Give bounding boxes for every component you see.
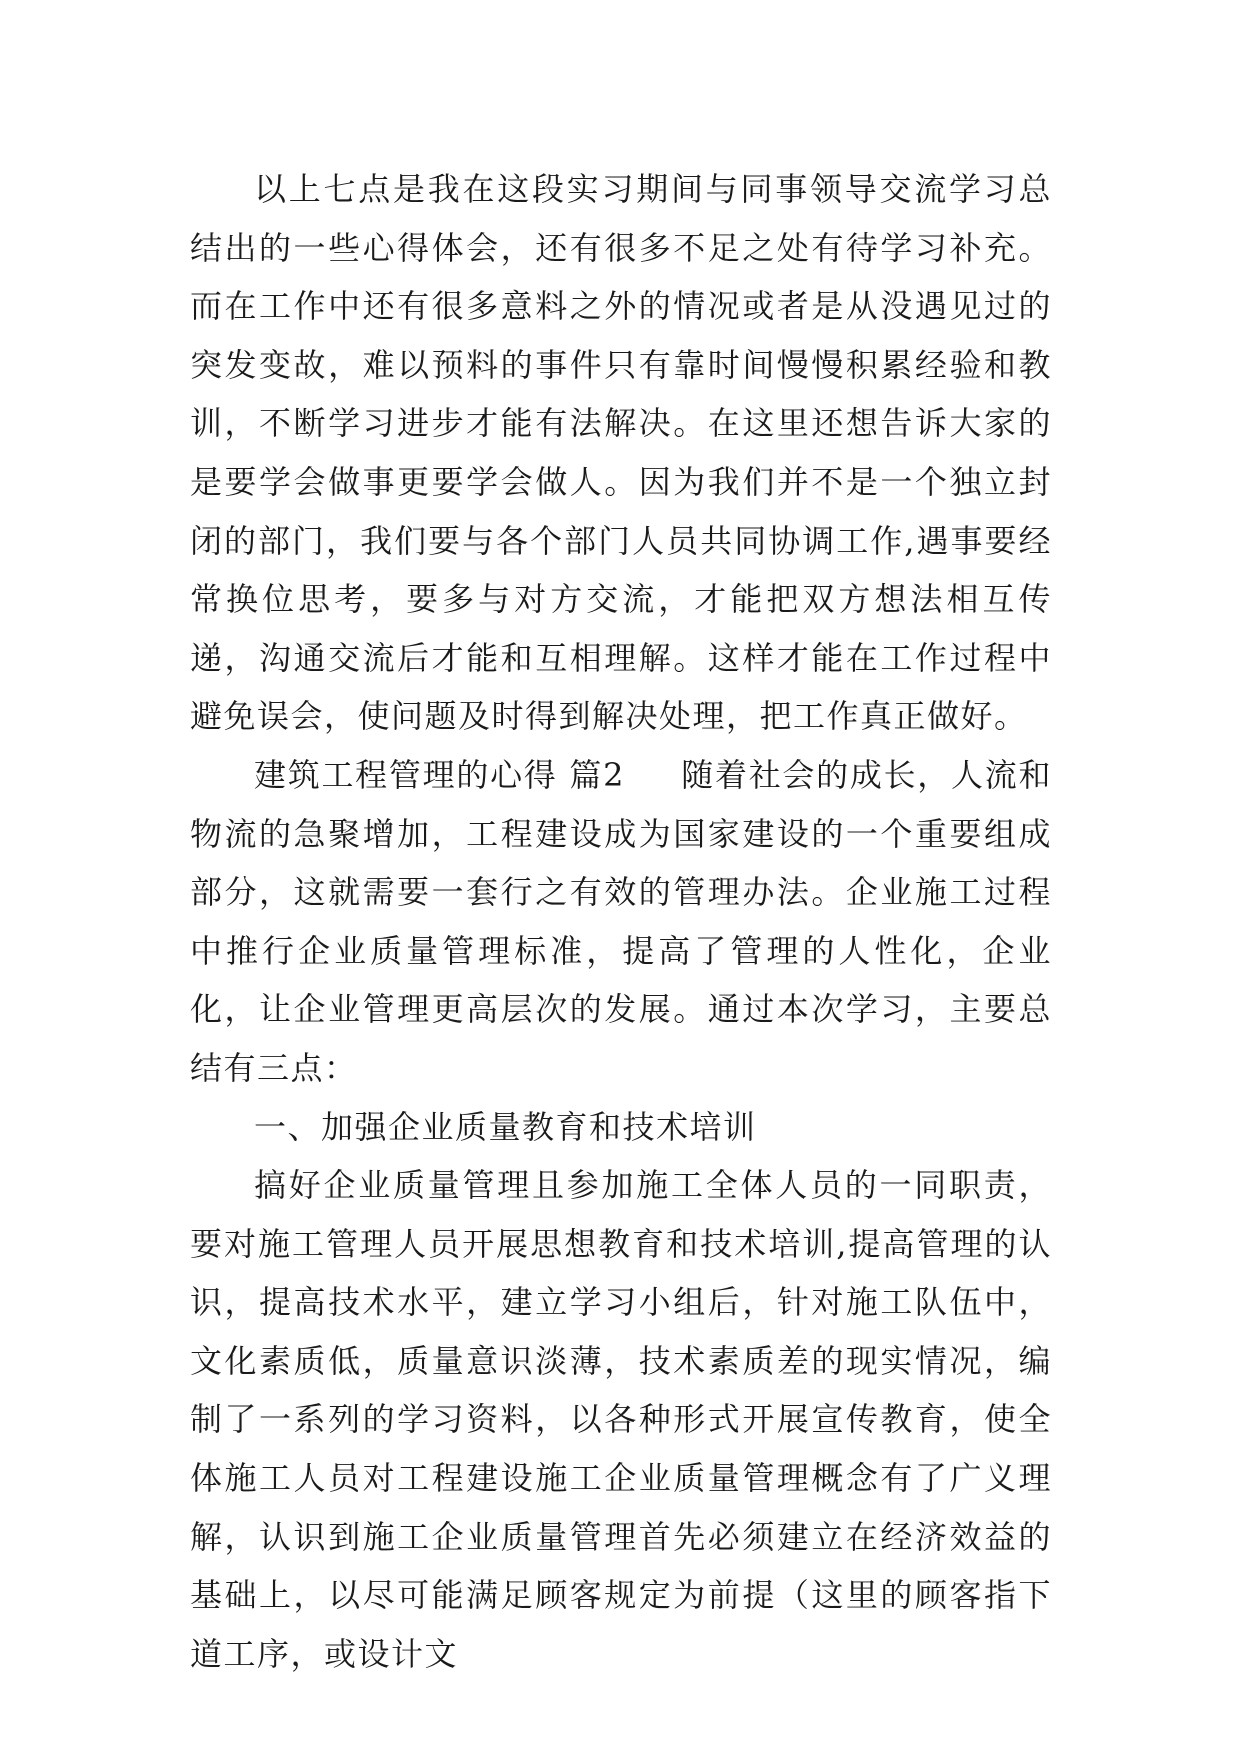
paragraph-section-intro [190,746,1052,1098]
section-intro-text: 随着社会的成长，人流和物流的急聚增加，工程建设成为国家建设的一个重要组成部分，这就需要一套行之有效的管理办法。企业施工过程中推行企业质量管理标准，提高了管理的人性化，企业化，让企业管理更高层次的发展。通过本次学习，主要总结有三点： [190,755,1052,1087]
subheading: 一、加强企业质量教育和技术培训 [254,1107,757,1146]
document-page [190,160,1052,1683]
paragraph-summary: 以上七点是我在这段实习期间与同事领导交流学习总结出的一些心得体会，还有很多不足之处有待学习补充。而在工作中还有很多意料之外的情况或者是从没遇见过的突发变故，难以预料的事件只有靠时间慢慢积累经验和教训，不断学习进步才能有法解决。在这里还想告诉大家的是要学会做事更要学会做人。因为我们并不是一个独立封闭的部门，我们要与各个部门人员共同协调工作,遇事要经常换位思考，要多与对方交流，才能把双方想法相互传递，沟通交流后才能和互相理解。这样才能在工作过程中避免误会，使问题及时得到解决处理，把工作真正做好。 [190,170,1052,736]
paragraph-body: 搞好企业质量管理且参加施工全体人员的一同职责，要对施工管理人员开展思想教育和技术培训,提高管理的认识，提高技术水平，建立学习小组后，针对施工队伍中，文化素质低，质量意识淡薄，技术素质差的现实情况，编制了一系列的学习资料，以各种形式开展宣传教育，使全体施工人员对工程建设施工企业质量管理概念有了广义理解，认识到施工企业质量管理首先必须建立在经济效益的基础上，以尽可能满足顾客规定为前提（这里的顾客指下道工序，或设计文 [190,1166,1052,1673]
section-title: 建筑工程管理的心得 篇2 [254,755,626,794]
